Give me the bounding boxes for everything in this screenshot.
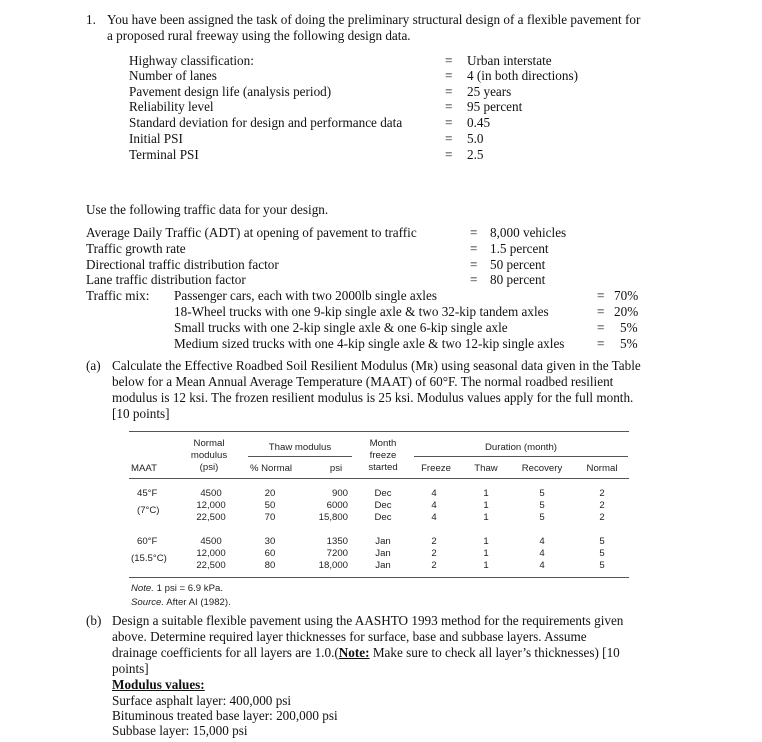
cell-thaw: 1	[483, 488, 489, 499]
cell-pct-normal: 70	[264, 512, 276, 523]
table-bottom-rule	[129, 577, 629, 578]
modulus-value-subbase: Subbase layer: 15,000 psi	[112, 723, 248, 738]
cell-normal-modulus: 12,000	[196, 548, 226, 559]
cell-psi: 1350	[326, 536, 348, 547]
cell-normal-modulus: 4500	[200, 488, 222, 499]
cell-thaw: 1	[483, 560, 489, 571]
traffic-mix-equals: =	[597, 288, 605, 303]
part-b-line-1: Design a suitable flexible pavement using the AASHTO 1993 method for the requirements given	[112, 613, 624, 628]
cell-normal: 2	[599, 512, 605, 523]
cell-freeze: 2	[431, 560, 437, 571]
modulus-value-surface: Surface asphalt layer: 400,000 psi	[112, 693, 292, 708]
header-pct-normal: % Normal	[249, 463, 293, 474]
modulus-value-base: Bituminous treated base layer: 200,000 psi	[112, 708, 338, 723]
part-b-line-3-pre: drainage coefficients for all layers are 1.0.(	[112, 645, 339, 660]
cell-psi: 6000	[326, 500, 348, 511]
traffic-value: 80 percent	[490, 272, 546, 287]
cell-freeze: 4	[431, 488, 437, 499]
part-a-line-4: [10 points]	[112, 406, 170, 421]
cell-psi: 7200	[326, 548, 348, 559]
cell-psi: 18,000	[318, 560, 348, 571]
table-top-rule	[129, 431, 629, 432]
design-equals: =	[445, 53, 453, 68]
traffic-mix-item: 18-Wheel trucks with one 9-kip single axle & two 32-kip tandem axles	[174, 304, 549, 319]
maat-value: 60°F	[137, 536, 158, 547]
design-label: Pavement design life (analysis period)	[129, 84, 332, 99]
traffic-mix-value: 70%	[614, 288, 639, 303]
traffic-mix-item: Medium sized trucks with one 4-kip single axle & two 12-kip single axles	[174, 336, 565, 351]
header-month-2: freeze	[369, 450, 397, 461]
cell-recovery: 5	[539, 512, 545, 523]
traffic-mix-equals: =	[597, 336, 605, 351]
cell-psi: 900	[331, 488, 348, 499]
source-text: After AI (1982).	[166, 597, 231, 608]
design-label: Terminal PSI	[129, 147, 199, 162]
cell-freeze: 2	[431, 548, 437, 559]
cell-thaw: 1	[483, 500, 489, 511]
traffic-mix-value: 20%	[614, 304, 639, 319]
cell-normal: 5	[599, 536, 605, 547]
cell-normal-modulus: 4500	[200, 536, 222, 547]
cell-normal: 5	[599, 548, 605, 559]
design-value: Urban interstate	[467, 53, 552, 68]
design-equals: =	[445, 99, 453, 114]
part-a-line-2: below for a Mean Annual Average Temperature (MAAT) of 60°F. The normal roadbed resilient	[112, 374, 614, 389]
design-label: Reliability level	[129, 99, 214, 114]
traffic-mix-label: Traffic mix:	[86, 288, 150, 303]
header-normal-modulus-1: Normal	[193, 438, 225, 449]
cell-thaw: 1	[483, 536, 489, 547]
design-label: Number of lanes	[129, 68, 217, 83]
design-value: 5.0	[467, 131, 484, 146]
design-label: Initial PSI	[129, 131, 183, 146]
cell-recovery: 4	[539, 560, 545, 571]
header-thaw: Thaw	[474, 463, 498, 474]
traffic-value: 1.5 percent	[490, 241, 549, 256]
duration-rule	[414, 456, 628, 457]
cell-recovery: 5	[539, 500, 545, 511]
traffic-label: Traffic growth rate	[86, 241, 186, 256]
traffic-equals: =	[470, 257, 478, 272]
note-text: 1 psi = 6.9 kPa.	[156, 583, 224, 594]
cell-freeze: 4	[431, 512, 437, 523]
design-value: 4 (in both directions)	[467, 68, 578, 83]
traffic-value: 8,000 vehicles	[490, 225, 567, 240]
cell-month: Jan	[375, 536, 391, 547]
traffic-equals: =	[470, 225, 478, 240]
cell-pct-normal: 30	[264, 536, 276, 547]
header-month-3: started	[368, 462, 398, 473]
traffic-mix-equals: =	[597, 320, 605, 335]
traffic-value: 50 percent	[490, 257, 546, 272]
traffic-intro: Use the following traffic data for your design.	[86, 202, 329, 217]
cell-freeze: 2	[431, 536, 437, 547]
table-source	[131, 597, 231, 609]
part-b-line-3-post: Make sure to check all layer’s thicknesses) [10	[369, 645, 620, 660]
cell-month: Dec	[374, 488, 392, 499]
modulus-values-heading: Modulus values:	[112, 677, 205, 692]
header-normal-modulus-2: modulus	[190, 450, 228, 461]
cell-normal: 5	[599, 560, 605, 571]
maat-value: 45°F	[137, 488, 158, 499]
traffic-label: Lane traffic distribution factor	[86, 272, 246, 287]
cell-pct-normal: 60	[264, 548, 276, 559]
design-equals: =	[445, 115, 453, 130]
part-a-line-3: modulus is 12 ksi. The frozen resilient modulus is 25 ksi. Modulus values apply for the full month.	[112, 390, 634, 405]
design-equals: =	[445, 147, 453, 162]
cell-month: Dec	[374, 512, 392, 523]
thaw-modulus-rule	[248, 456, 352, 457]
note-label: Note.	[131, 583, 154, 594]
cell-thaw: 1	[483, 548, 489, 559]
cell-month: Jan	[375, 548, 391, 559]
traffic-label: Directional traffic distribution factor	[86, 257, 279, 272]
question-number: 1.	[86, 12, 96, 27]
design-value: 25 years	[467, 84, 512, 99]
maat-celsius: (15.5°C)	[131, 553, 167, 564]
part-b-line-3	[112, 645, 620, 661]
cell-freeze: 4	[431, 500, 437, 511]
cell-normal: 2	[599, 488, 605, 499]
header-normal-modulus-3: (psi)	[199, 462, 219, 473]
header-month-1: Month	[369, 438, 397, 449]
cell-pct-normal: 80	[264, 560, 276, 571]
source-label: Source.	[131, 597, 165, 608]
cell-psi: 15,800	[318, 512, 348, 523]
design-equals: =	[445, 131, 453, 146]
traffic-equals: =	[470, 241, 478, 256]
design-label: Standard deviation for design and performance data	[129, 115, 403, 130]
maat-celsius: (7°C)	[137, 505, 160, 516]
header-freeze: Freeze	[421, 463, 451, 474]
design-equals: =	[445, 68, 453, 83]
cell-pct-normal: 20	[264, 488, 276, 499]
header-bottom-rule	[129, 478, 629, 479]
traffic-label: Average Daily Traffic (ADT) at opening of pavement to traffic	[86, 225, 417, 240]
design-value: 95 percent	[467, 99, 523, 114]
cell-recovery: 4	[539, 548, 545, 559]
part-b-note-label: Note:	[338, 645, 370, 660]
cell-recovery: 4	[539, 536, 545, 547]
header-psi: psi	[329, 463, 343, 474]
header-duration: Duration (month)	[485, 442, 557, 453]
cell-normal-modulus: 22,500	[196, 512, 226, 523]
part-b-line-2: above. Determine required layer thicknesses for surface, base and subbase layers. Assume	[112, 629, 587, 644]
traffic-mix-item: Small trucks with one 2-kip single axle & one 6-kip single axle	[174, 320, 508, 335]
traffic-mix-value: 5%	[620, 320, 638, 335]
design-label: Highway classification:	[129, 53, 254, 68]
traffic-equals: =	[470, 272, 478, 287]
cell-month: Dec	[374, 500, 392, 511]
part-a-marker: (a)	[86, 358, 101, 373]
header-normal: Normal	[586, 463, 618, 474]
cell-normal: 2	[599, 500, 605, 511]
design-equals: =	[445, 84, 453, 99]
cell-pct-normal: 50	[264, 500, 276, 511]
design-value: 2.5	[467, 147, 484, 162]
table-note	[131, 583, 223, 595]
cell-month: Jan	[375, 560, 391, 571]
question-intro-line-2: a proposed rural freeway using the following design data.	[107, 28, 411, 43]
header-maat: MAAT	[131, 463, 157, 474]
design-value: 0.45	[467, 115, 491, 130]
cell-recovery: 5	[539, 488, 545, 499]
part-b-line-4: points]	[112, 661, 149, 676]
cell-thaw: 1	[483, 512, 489, 523]
traffic-mix-item: Passenger cars, each with two 2000lb single axles	[174, 288, 437, 303]
cell-normal-modulus: 12,000	[196, 500, 226, 511]
header-recovery: Recovery	[521, 463, 563, 474]
part-a-line-1: Calculate the Effective Roadbed Soil Resilient Modulus (Mʀ) using seasonal data given in the Table	[112, 358, 641, 373]
traffic-mix-value: 5%	[620, 336, 638, 351]
traffic-mix-equals: =	[597, 304, 605, 319]
cell-normal-modulus: 22,500	[196, 560, 226, 571]
header-thaw-modulus: Thaw modulus	[268, 442, 332, 453]
part-b-marker: (b)	[86, 613, 102, 628]
question-intro-line-1: You have been assigned the task of doing the preliminary structural design of a flexible pavement for	[107, 12, 641, 27]
